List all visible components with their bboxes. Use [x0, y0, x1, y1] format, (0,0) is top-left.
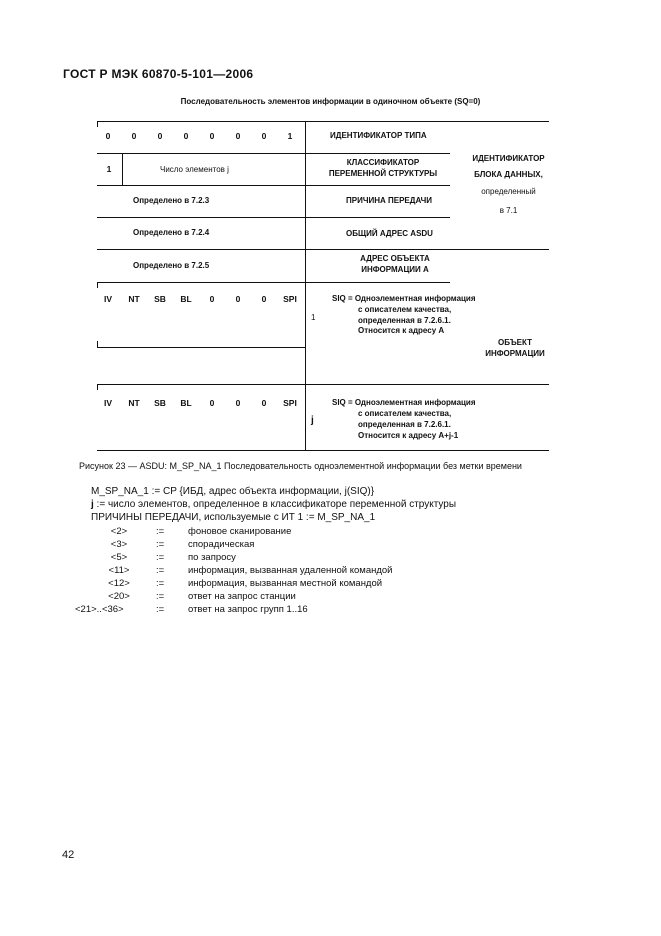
definition-line-2: [91, 499, 456, 510]
bit: 0: [209, 294, 215, 304]
bit: 1: [287, 131, 293, 141]
cause-op: :=: [156, 591, 165, 602]
cause-desc: ответ на запрос станции: [188, 591, 296, 602]
row-line: [97, 185, 305, 186]
cause-code: <21>..<36>: [75, 604, 124, 615]
cause-op: :=: [156, 604, 165, 615]
column-line: [122, 153, 123, 185]
dui-label-3: определенный: [481, 187, 536, 196]
type-id-label: ИДЕНТИФИКАТОР ТИПА: [330, 131, 427, 140]
cause-desc: информация, вызванная местной командой: [188, 578, 383, 589]
cause-code: <12>: [108, 578, 130, 589]
cot-label: ПРИЧИНА ПЕРЕДАЧИ: [346, 196, 432, 205]
bit: IV: [103, 294, 113, 304]
bit: NT: [128, 398, 140, 408]
bit: IV: [103, 398, 113, 408]
cot-text: Определено в 7.2.3: [133, 196, 210, 205]
bit: 0: [183, 131, 189, 141]
row-line: [97, 153, 305, 154]
bit: 0: [157, 131, 163, 141]
tick: [97, 384, 98, 390]
cause-code: <3>: [110, 539, 128, 550]
info-object-label-1: ОБЪЕКТ: [498, 338, 532, 347]
row-line: [305, 282, 450, 283]
vsq-label-2: ПЕРЕМЕННОЙ СТРУКТУРЫ: [328, 169, 438, 178]
bit: 0: [261, 294, 267, 304]
row-line: [97, 384, 305, 385]
bit: 0: [235, 398, 241, 408]
row-line: [305, 153, 450, 154]
vsq-text: Число элементов j: [160, 165, 229, 174]
bit: 0: [235, 131, 241, 141]
bit: 0: [209, 398, 215, 408]
siq-desc-j-line-2: с описателем качества,: [358, 409, 452, 418]
tick: [97, 282, 98, 288]
row-line: [305, 450, 549, 451]
figure-caption: Рисунок 23 — ASDU: M_SP_NA_1 Последовательность одноэлементной информации без метки времени: [79, 461, 522, 471]
row-line: [305, 384, 549, 385]
bit: BL: [180, 398, 192, 408]
row-line: [305, 217, 450, 218]
document-header: ГОСТ Р МЭК 60870-5-101—2006: [63, 67, 254, 81]
siq-desc-1-line-4: Относится к адресу A: [358, 326, 445, 335]
row-line: [97, 347, 305, 348]
diagram-title: Последовательность элементов информации в одиночном объекте (SQ=0): [180, 97, 481, 106]
bit: SB: [154, 398, 166, 408]
j-symbol: j: [91, 499, 94, 510]
ioa-label-2: ИНФОРМАЦИИ A: [361, 265, 429, 274]
bit: BL: [180, 294, 192, 304]
cause-code: <2>: [110, 526, 128, 537]
bit: 0: [261, 398, 267, 408]
info-object-label-2: ИНФОРМАЦИИ: [485, 349, 545, 358]
definition-line-1: M_SP_NA_1 := CP {ИБД, адрес объекта информации, j(SIQ)}: [91, 486, 375, 497]
row-line: [305, 121, 549, 122]
cause-op: :=: [156, 526, 165, 537]
cause-op: :=: [156, 552, 165, 563]
ca-label: ОБЩИЙ АДРЕС ASDU: [346, 229, 433, 238]
bit: SB: [154, 294, 166, 304]
bit: 0: [235, 294, 241, 304]
siq-index-1: 1: [311, 313, 316, 322]
row-line: [305, 185, 450, 186]
sq-bit: 1: [106, 164, 112, 174]
ioa-text: Определено в 7.2.5: [133, 261, 210, 270]
page-number: 42: [62, 849, 75, 861]
siq-index-j: j: [311, 415, 314, 426]
ioa-label-1: АДРЕС ОБЪЕКТА: [360, 254, 430, 263]
siq-desc-j-line-1: SIQ = Одноэлементная информация: [332, 398, 476, 407]
row-line: [97, 217, 305, 218]
cause-code: <11>: [108, 565, 130, 576]
cause-op: :=: [156, 539, 165, 550]
siq-desc-j-line-4: Относится к адресу A+j-1: [358, 431, 459, 440]
bit: NT: [128, 294, 140, 304]
row-line: [97, 121, 305, 122]
cause-desc: фоновое сканирование: [188, 526, 292, 537]
definition-line-3: ПРИЧИНЫ ПЕРЕДАЧИ, используемые с ИТ 1 := M_SP_NA_1: [91, 512, 376, 523]
tick: [97, 121, 98, 127]
row-line: [97, 450, 305, 451]
siq-desc-1-line-1: SIQ = Одноэлементная информация: [332, 294, 476, 303]
cause-op: :=: [156, 578, 165, 589]
cause-desc: ответ на запрос групп 1..16: [188, 604, 308, 615]
siq-desc-j-line-3: определенная в 7.2.6.1.: [358, 420, 451, 429]
cause-desc: информация, вызванная удаленной командой: [188, 565, 393, 576]
cause-desc: по запросу: [188, 552, 236, 563]
bit: 0: [131, 131, 137, 141]
siq-desc-1-line-2: с описателем качества,: [358, 305, 452, 314]
cause-code: <20>: [108, 591, 130, 602]
cause-op: :=: [156, 565, 165, 576]
bit: 0: [261, 131, 267, 141]
dui-label-1: ИДЕНТИФИКАТОР: [472, 154, 545, 163]
bit: 0: [209, 131, 215, 141]
dui-label-2: БЛОКА ДАННЫХ,: [474, 170, 543, 179]
cause-desc: спорадическая: [188, 539, 255, 550]
vsq-label-1: КЛАССИФИКАТОР: [346, 158, 420, 167]
row-line: [97, 249, 305, 250]
j-definition: := число элементов, определенное в классификаторе переменной структуры: [93, 499, 457, 510]
ca-text: Определено в 7.2.4: [133, 228, 210, 237]
bit: SPI: [283, 398, 297, 408]
siq-desc-1-line-3: определенная в 7.2.6.1.: [358, 316, 451, 325]
tick: [97, 341, 98, 347]
row-line: [305, 249, 549, 250]
cause-code: <5>: [110, 552, 128, 563]
bit: SPI: [283, 294, 297, 304]
column-line: [305, 121, 306, 451]
row-line: [97, 282, 305, 283]
dui-label-4: в 7.1: [499, 206, 518, 215]
bit: 0: [105, 131, 111, 141]
